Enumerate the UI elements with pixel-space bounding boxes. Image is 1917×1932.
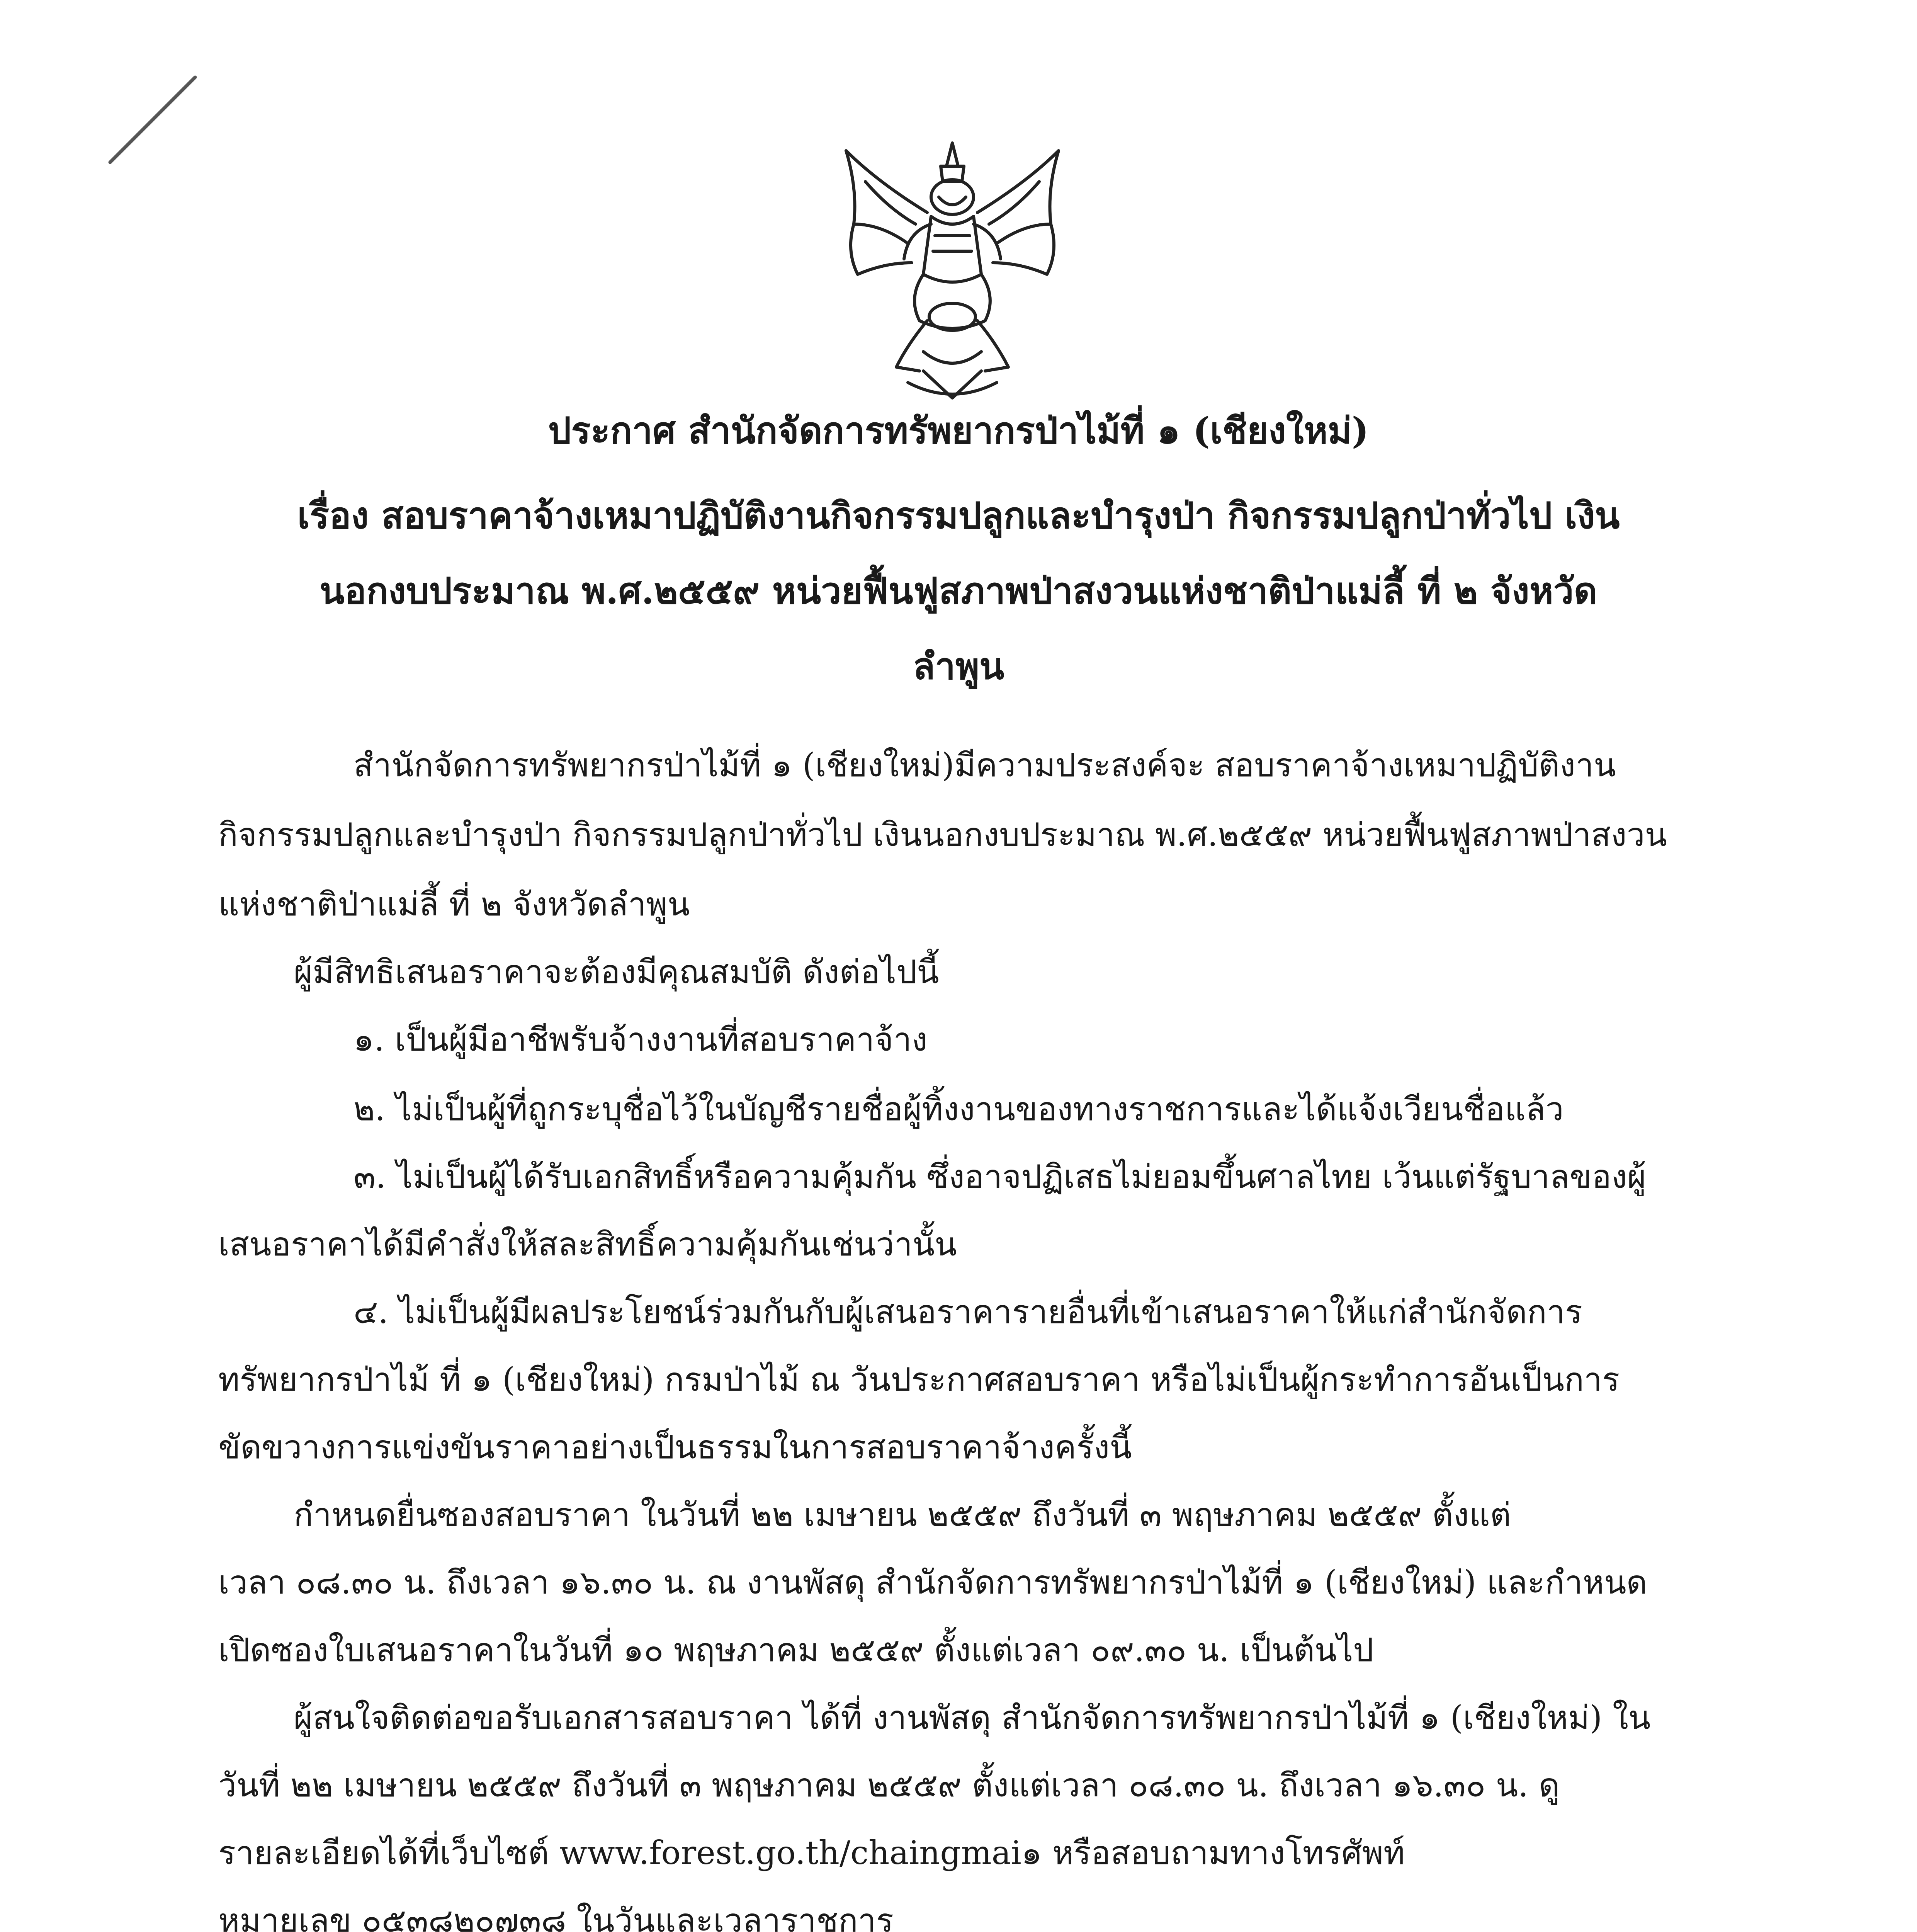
garuda-emblem-icon <box>831 135 1074 406</box>
schedule-line-2: เวลา ๐๘.๓๐ น. ถึงเวลา ๑๖.๓๐ น. ณ งานพัสดุ สำนักจัดการทรัพยากรป่าไม้ที่ ๑ (เชียงใหม่) และกำหนด <box>218 1563 1648 1601</box>
qualification-item-4-line-2: ทรัพยากรป่าไม้ ที่ ๑ (เชียงใหม่) กรมป่าไม้ ณ วันประกาศสอบราคา หรือไม่เป็นผู้กระทำการอันเป็นการ <box>218 1361 1620 1398</box>
qualification-item-4-line-3: ขัดขวางการแข่งขันราคาอย่างเป็นธรรมในการสอบราคาจ้างครั้งนี้ <box>218 1428 1132 1466</box>
notice-title: ประกาศ สำนักจัดการทรัพยากรป่าไม้ที่ ๑ (เชียงใหม่) <box>548 410 1369 452</box>
notice-subject-line-2: นอกงบประมาณ พ.ศ.๒๕๕๙ หน่วยฟื้นฟูสภาพป่าสงวนแห่งชาติป่าแม่ลี้ ที่ ๒ จังหวัด <box>320 570 1598 612</box>
contact-line-3: รายละเอียดได้ที่เว็บไซต์ www.forest.go.th/chaingmai๑ หรือสอบถามทางโทรศัพท์ <box>218 1834 1405 1872</box>
contact-line-4: หมายเลข ๐๕๓๘๒๐๗๓๘ ในวันและเวลาราชการ <box>218 1901 894 1932</box>
contact-line-2: วันที่ ๒๒ เมษายน ๒๕๕๙ ถึงวันที่ ๓ พฤษภาคม ๒๕๕๙ ตั้งแต่เวลา ๐๘.๓๐ น. ถึงเวลา ๑๖.๓๐ น. ดู <box>218 1766 1560 1804</box>
contact-line-1: ผู้สนใจติดต่อขอรับเอกสารสอบราคา ได้ที่ งานพัสดุ สำนักจัดการทรัพยากรป่าไม้ที่ ๑ (เชียงใหม่) ใน <box>294 1699 1651 1736</box>
intro-line-1: สำนักจัดการทรัพยากรป่าไม้ที่ ๑ (เชียงใหม่)มีความประสงค์จะ สอบราคาจ้างเหมาปฏิบัติงาน <box>353 746 1616 784</box>
qualification-item-4-line-1: ๔. ไม่เป็นผู้มีผลประโยชน์ร่วมกันกับผู้เสนอราคารายอื่นที่เข้าเสนอราคาให้แก่สำนักจัดการ <box>353 1293 1583 1331</box>
intro-line-3: แห่งชาติป่าแม่ลี้ ที่ ๒ จังหวัดลำพูน <box>218 885 690 923</box>
qualification-item-3-line-2: เสนอราคาได้มีคำสั่งให้สละสิทธิ์ความคุ้มกันเช่นว่านั้น <box>218 1225 957 1263</box>
notice-subject-line-1: เรื่อง สอบราคาจ้างเหมาปฏิบัติงานกิจกรรมปลูกและบำรุงป่า กิจกรรมปลูกป่าทั่วไป เงิน <box>297 495 1620 537</box>
qualification-item-3-line-1: ๓. ไม่เป็นผู้ได้รับเอกสิทธิ์หรือความคุ้มกัน ซึ่งอาจปฏิเสธไม่ยอมขึ้นศาลไทย เว้นแต่รัฐบาลของผู้ <box>353 1158 1647 1196</box>
schedule-line-1: กำหนดยื่นซองสอบราคา ในวันที่ ๒๒ เมษายน ๒๕๕๙ ถึงวันที่ ๓ พฤษภาคม ๒๕๕๙ ตั้งแต่ <box>294 1496 1511 1534</box>
qualification-item-1: ๑. เป็นผู้มีอาชีพรับจ้างงานที่สอบราคาจ้าง <box>353 1020 928 1058</box>
qualification-item-2: ๒. ไม่เป็นผู้ที่ถูกระบุชื่อไว้ในบัญชีรายชื่อผู้ทิ้งงานของทางราชการและได้แจ้งเวียนชื่อแล้ว <box>353 1090 1564 1128</box>
intro-line-2: กิจกรรมปลูกและบำรุงป่า กิจกรรมปลูกป่าทั่วไป เงินนอกงบประมาณ พ.ศ.๒๕๕๙ หน่วยฟื้นฟูสภาพป่าสงวน <box>218 816 1667 854</box>
notice-subject-line-3: ลำพูน <box>913 645 1004 688</box>
schedule-line-3: เปิดซองใบเสนอราคาในวันที่ ๑๐ พฤษภาคม ๒๕๕๙ ตั้งแต่เวลา ๐๙.๓๐ น. เป็นต้นไป <box>218 1631 1374 1669</box>
qualification-heading: ผู้มีสิทธิเสนอราคาจะต้องมีคุณสมบัติ ดังต่อไปนี้ <box>294 953 939 991</box>
pen-stroke-icon <box>102 73 203 166</box>
